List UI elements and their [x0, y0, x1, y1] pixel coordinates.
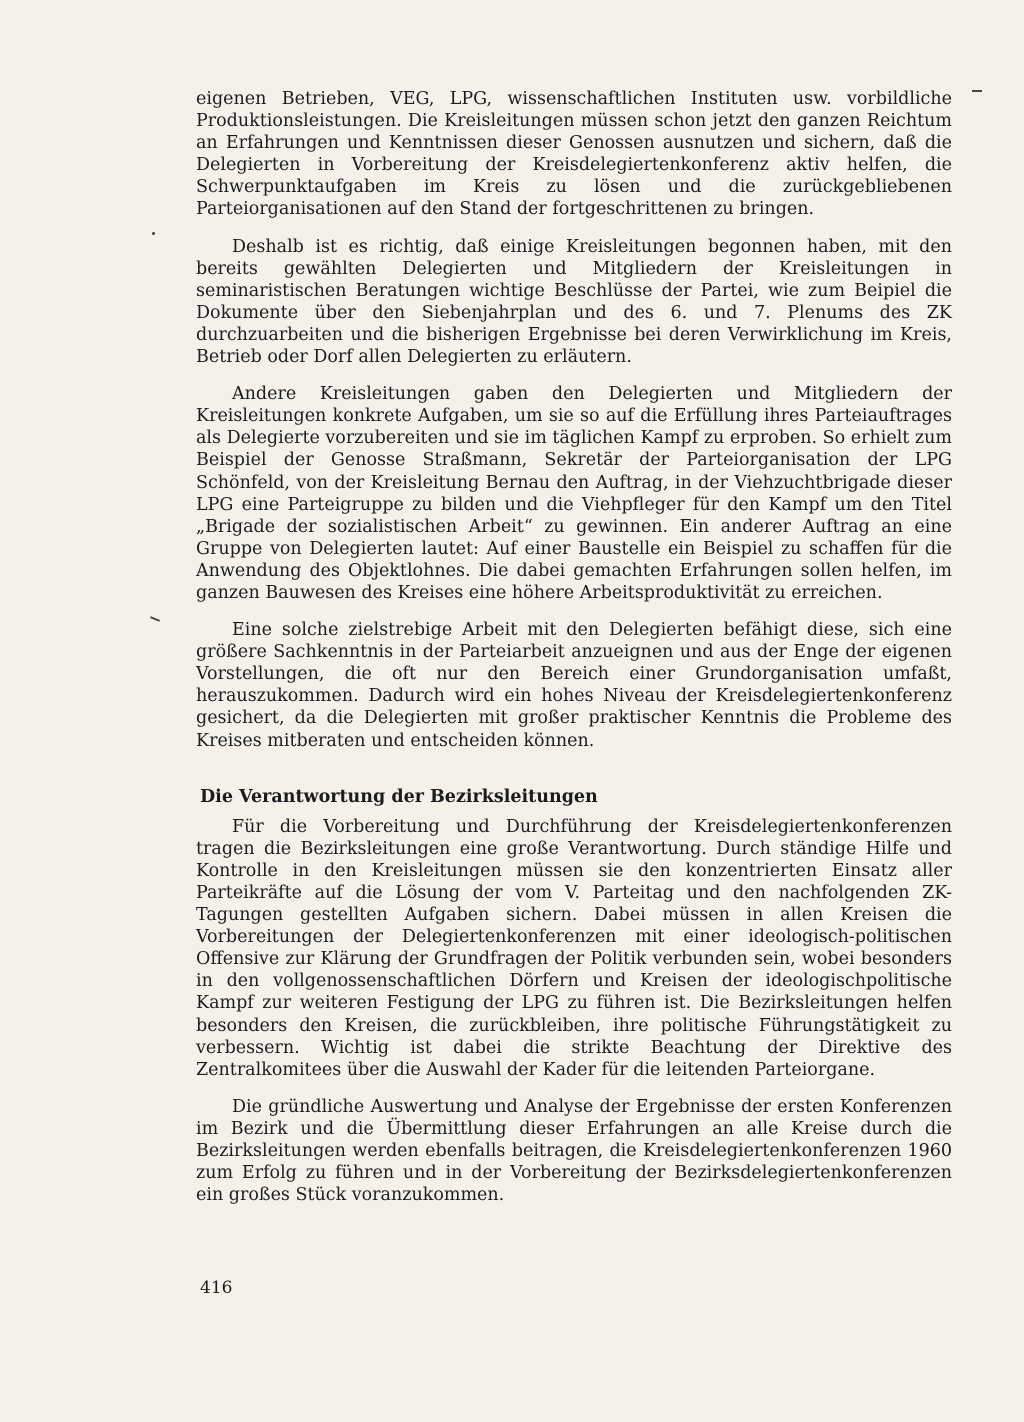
- margin-tick-mark: [150, 616, 160, 622]
- page-number: 416: [200, 1278, 233, 1298]
- paragraph-3: Andere Kreisleitungen gaben den Delegierten und Mitgliedern der Kreisleitungen konkrete Aufgaben, um sie so auf die Erfüllung ihres Parteiauftrages als Delegierte vorzubereiten und sie im täglichen Kampf zu erproben. So erhielt zum Beispiel der Genosse Straßmann, Sekretär der Parteiorganisation der LPG Schönfeld, von der Kreisleitung Bernau den Auftrag, in der Viehzuchtbrigade dieser LPG eine Parteigruppe zu bilden und die Viehpfleger für den Kampf um den Titel „Brigade der sozialistischen Arbeit“ zu gewinnen. Ein anderer Auftrag an eine Gruppe von Delegierten lautet: Auf einer Baustelle ein Beispiel zu schaffen für die Anwendung des Objektlohnes. Die dabei gemachten Erfahrungen sollen helfen, im ganzen Bauwesen des Kreises eine höhere Arbeitsproduktivität zu erreichen.: [196, 384, 952, 603]
- margin-dot-mark: [152, 232, 155, 235]
- section-paragraph-2: Die gründliche Auswertung und Analyse der Ergebnisse der ersten Konferenzen im Bezirk und die Übermittlung dieser Erfahrungen an alle Kreise durch die Bezirksleitungen werden ebenfalls beitragen, die Kreisdelegiertenkonferenzen 1960 zum Erfolg zu führen und in der Vorbereitung der Bezirksdelegiertenkonferenzen ein großes Stück voranzukommen.: [196, 1096, 952, 1206]
- section-heading: Die Verantwortung der Bezirksleitungen: [200, 786, 598, 807]
- section-paragraph-1: Für die Vorbereitung und Durchführung der Kreisdelegiertenkonferenzen tragen die Bezirksleitungen eine große Verantwortung. Durch ständige Hilfe und Kontrolle in den Kreisleitungen müssen sie den konzentrierten Einsatz aller Parteikräfte auf die Lösung der vom V. Parteitag und den nachfolgenden ZK-Tagungen gestellten Aufgaben sichern. Dabei müssen in allen Kreisen die Vorbereitungen der Delegiertenkonferenzen mit einer ideologisch-politischen Offensive zur Klärung der Grundfragen der Politik verbunden sein, wobei besonders in den vollgenossenschaftlichen Dörfern und Kreisen der ideologischpolitische Kampf zur weiteren Festigung der LPG zu führen ist. Die Bezirksleitungen helfen besonders den Kreisen, die zurückbleiben, ihre politische Führungstätigkeit zu verbessern. Wichtig ist dabei die strikte Beachtung der Direktive des Zentralkomitees über die Auswahl der Kader für die leitenden Parteiorgane.: [196, 816, 952, 1080]
- document-page: [196, 88, 952, 1206]
- paragraph-4: Eine solche zielstrebige Arbeit mit den Delegierten befähigt diese, sich eine größere Sachkenntnis in der Parteiarbeit anzueignen und aus der Enge der eigenen Vorstellungen, die oft nur den Bereich einer Grundorganisation umfaßt, herauszukommen. Dadurch wird ein hohes Niveau der Kreisdelegiertenkonferenz gesichert, da die Delegierten mit großer praktischer Kenntnis die Probleme des Kreises mitberaten und entscheiden können.: [196, 620, 952, 751]
- paragraph-2: Deshalb ist es richtig, daß einige Kreisleitungen begonnen haben, mit den bereits gewählten Delegierten und Mitgliedern der Kreisleitungen in seminaristischen Beratungen wichtige Beschlüsse der Partei, wie zum Beipiel die Dokumente über den Siebenjahrplan und des 6. und 7. Plenums des ZK durchzuarbeiten und die bisherigen Ergebnisse bei deren Verwirklichung im Kreis, Betrieb oder Dorf allen Delegierten zu erläutern.: [196, 236, 952, 368]
- margin-dash-mark: [972, 90, 982, 92]
- paragraph-1: eigenen Betrieben, VEG, LPG, wissenschaftlichen Instituten usw. vorbildliche Produktionsleistungen. Die Kreisleitungen müssen schon jetzt den ganzen Reichtum an Erfahrungen und Kenntnissen dieser Genossen ausnutzen und sichern, daß die Delegierten in Vorbereitung der Kreisdelegiertenkonferenz aktiv helfen, die Schwerpunktaufgaben im Kreis zu lösen und die zurückgebliebenen Parteiorganisationen auf den Stand der fortgeschrittenen zu bringen.: [196, 89, 952, 220]
